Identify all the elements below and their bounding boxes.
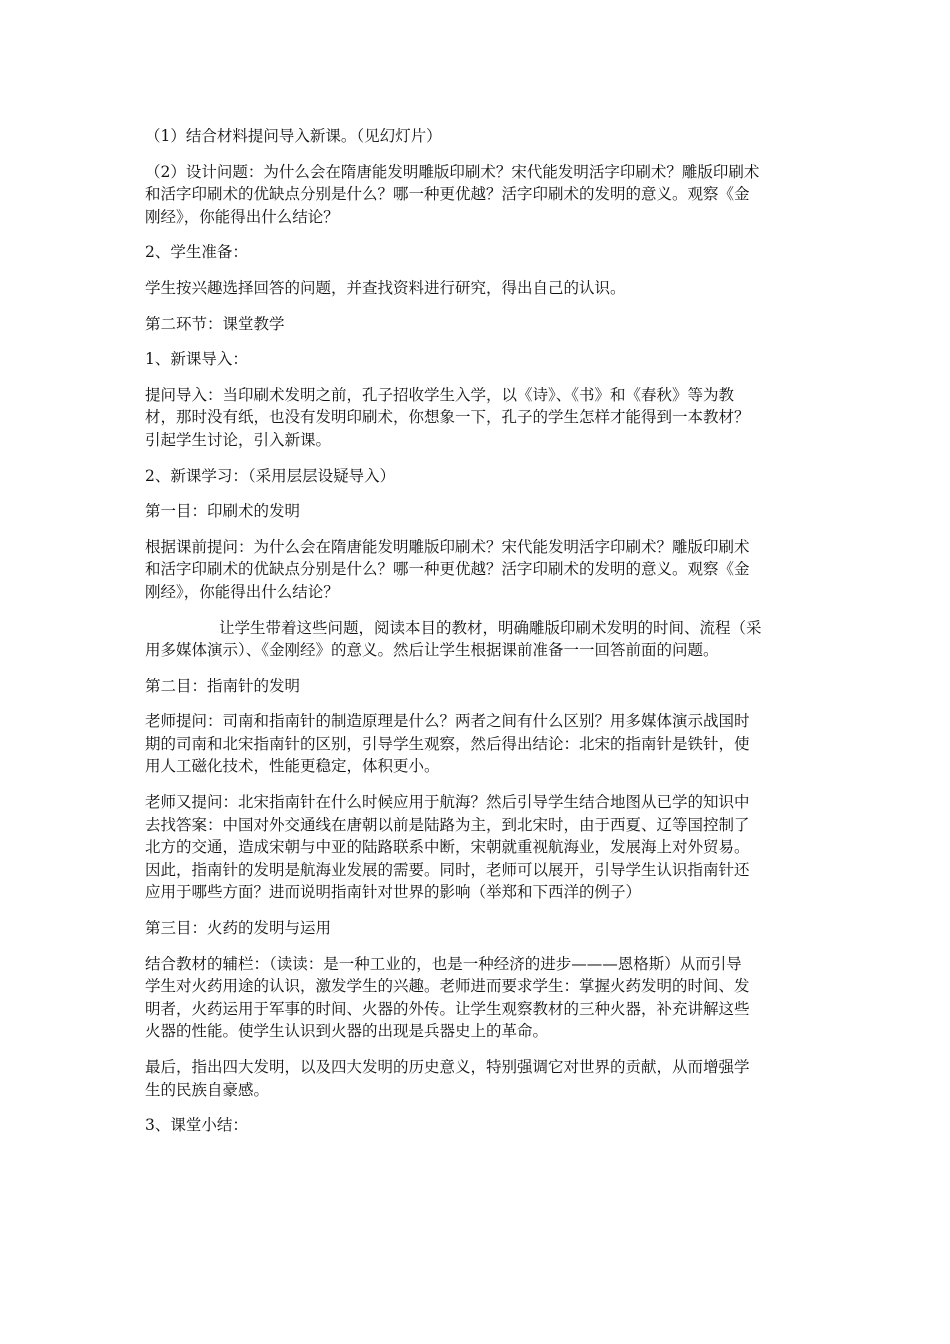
heading-compass-invention <box>145 675 815 698</box>
text-line: 刚经》，你能得出什么结论？ <box>145 582 339 601</box>
paragraph-lesson-intro <box>145 384 815 452</box>
text-line: 第二环节：课堂教学 <box>145 314 285 333</box>
text-line: 和活字印刷术的优缺点分别是什么？哪一种更优越？活字印刷术的发明的意义。观察《金 <box>145 560 750 579</box>
paragraph-four-inventions <box>145 1056 815 1101</box>
text-line: 去找答案：中国对外交通线在唐朝以前是陆路为主，到北宋时，由于西夏、辽等国控制了 <box>145 815 750 834</box>
paragraph-intro-question <box>145 125 815 148</box>
heading-gunpowder <box>145 917 815 940</box>
text-line: 生的民族自豪感。 <box>145 1080 270 1099</box>
text-line: 北方的交通，造成宋朝与中亚的陆路联系中断，宋朝就重视航海业，发展海上对外贸易。 <box>145 838 750 857</box>
text-line: 老师提问：司南和指南针的制造原理是什么？两者之间有什么区别？用多媒体演示战国时 <box>145 712 750 731</box>
text-line: 第二目：指南针的发明 <box>145 676 301 695</box>
text-line: 期的司南和北宋指南针的区别，引导学生观察，然后得出结论：北宋的指南针是铁针，使 <box>145 734 750 753</box>
text-line: 学生按兴趣选择回答的问题，并查找资料进行研究，得出自己的认识。 <box>145 278 626 297</box>
text-line: 刚经》，你能得出什么结论？ <box>145 207 339 226</box>
text-line: 材，那时没有纸，也没有发明印刷术，你想象一下，孔子的学生怎样才能得到一本教材？ <box>145 408 750 427</box>
text-line: 用人工磁化技术，性能更稳定，体积更小。 <box>145 757 440 776</box>
text-line: 老师又提问：北宋指南针在什么时候应用于航海？然后引导学生结合地图从已学的知识中 <box>145 793 750 812</box>
text-line: 和活字印刷术的优缺点分别是什么？哪一种更优越？活字印刷术的发明的意义。观察《金 <box>145 185 750 204</box>
document-body <box>145 125 815 1150</box>
text-line: 明者，火药运用于军事的时间、火器的外传。让学生观察教材的三种火器，补充讲解这些 <box>145 999 750 1018</box>
text-line: 3、课堂小结： <box>145 1116 248 1135</box>
text-line: 引起学生讨论，引入新课。 <box>145 430 332 449</box>
text-line: 根据课前提问：为什么会在隋唐能发明雕版印刷术？宋代能发明活字印刷术？雕版印刷术 <box>145 537 750 556</box>
text-line: 因此，指南针的发明是航海业发展的需要。同时，老师可以展开，引导学生认识指南针还 <box>145 860 750 879</box>
text-line: 学生对火药用途的认识，激发学生的兴趣。老师进而要求学生：掌握火药发明的时间、发 <box>145 977 750 996</box>
text-line: 2、学生准备： <box>145 243 248 262</box>
heading-student-preparation <box>145 241 815 264</box>
text-line: 应用于哪些方面？进而说明指南针对世界的影响（举郑和下西洋的例子） <box>145 883 642 902</box>
text-line: 第三目：火药的发明与运用 <box>145 919 332 938</box>
heading-section-two <box>145 313 815 336</box>
text-line: 火器的性能。使学生认识到火器的出现是兵器史上的革命。 <box>145 1022 549 1041</box>
heading-lesson-intro <box>145 348 815 371</box>
paragraph-printing-questions <box>145 536 815 604</box>
heading-class-summary <box>145 1114 815 1137</box>
text-line: 2、新课学习：（采用层层设疑导入） <box>145 466 396 485</box>
text-line: （1）结合材料提问导入新课。（见幻灯片） <box>145 127 442 145</box>
paragraph-design-questions <box>145 161 815 229</box>
heading-printing-invention <box>145 500 815 523</box>
text-line: 让学生带着这些问题，阅读本目的教材，明确雕版印刷术发明的时间、流程（采 <box>219 618 762 637</box>
text-line: 提问导入：当印刷术发明之前，孔子招收学生入学，以《诗》、《书》和《春秋》等为教 <box>145 385 735 404</box>
paragraph-student-preparation <box>145 277 815 300</box>
text-line: 用多媒体演示）、《金刚经》的意义。然后让学生根据课前准备一一回答前面的问题。 <box>145 641 719 660</box>
paragraph-gunpowder <box>145 953 815 1043</box>
text-line: 最后，指出四大发明，以及四大发明的历史意义，特别强调它对世界的贡献，从而增强学 <box>145 1058 750 1076</box>
text-line: （2）设计问题：为什么会在隋唐能发明雕版印刷术？宋代能发明活字印刷术？雕版印刷术 <box>145 162 760 181</box>
heading-new-lesson <box>145 465 815 488</box>
text-line: 结合教材的辅栏：（读读：是一种工业的，也是一种经济的进步———恩格斯）从而引导 <box>145 954 742 973</box>
paragraph-printing-reading <box>145 617 815 662</box>
paragraph-compass-navigation <box>145 791 815 904</box>
text-line: 第一目：印刷术的发明 <box>145 502 301 521</box>
text-line: 1、新课导入： <box>145 350 248 369</box>
paragraph-compass-question <box>145 710 815 778</box>
